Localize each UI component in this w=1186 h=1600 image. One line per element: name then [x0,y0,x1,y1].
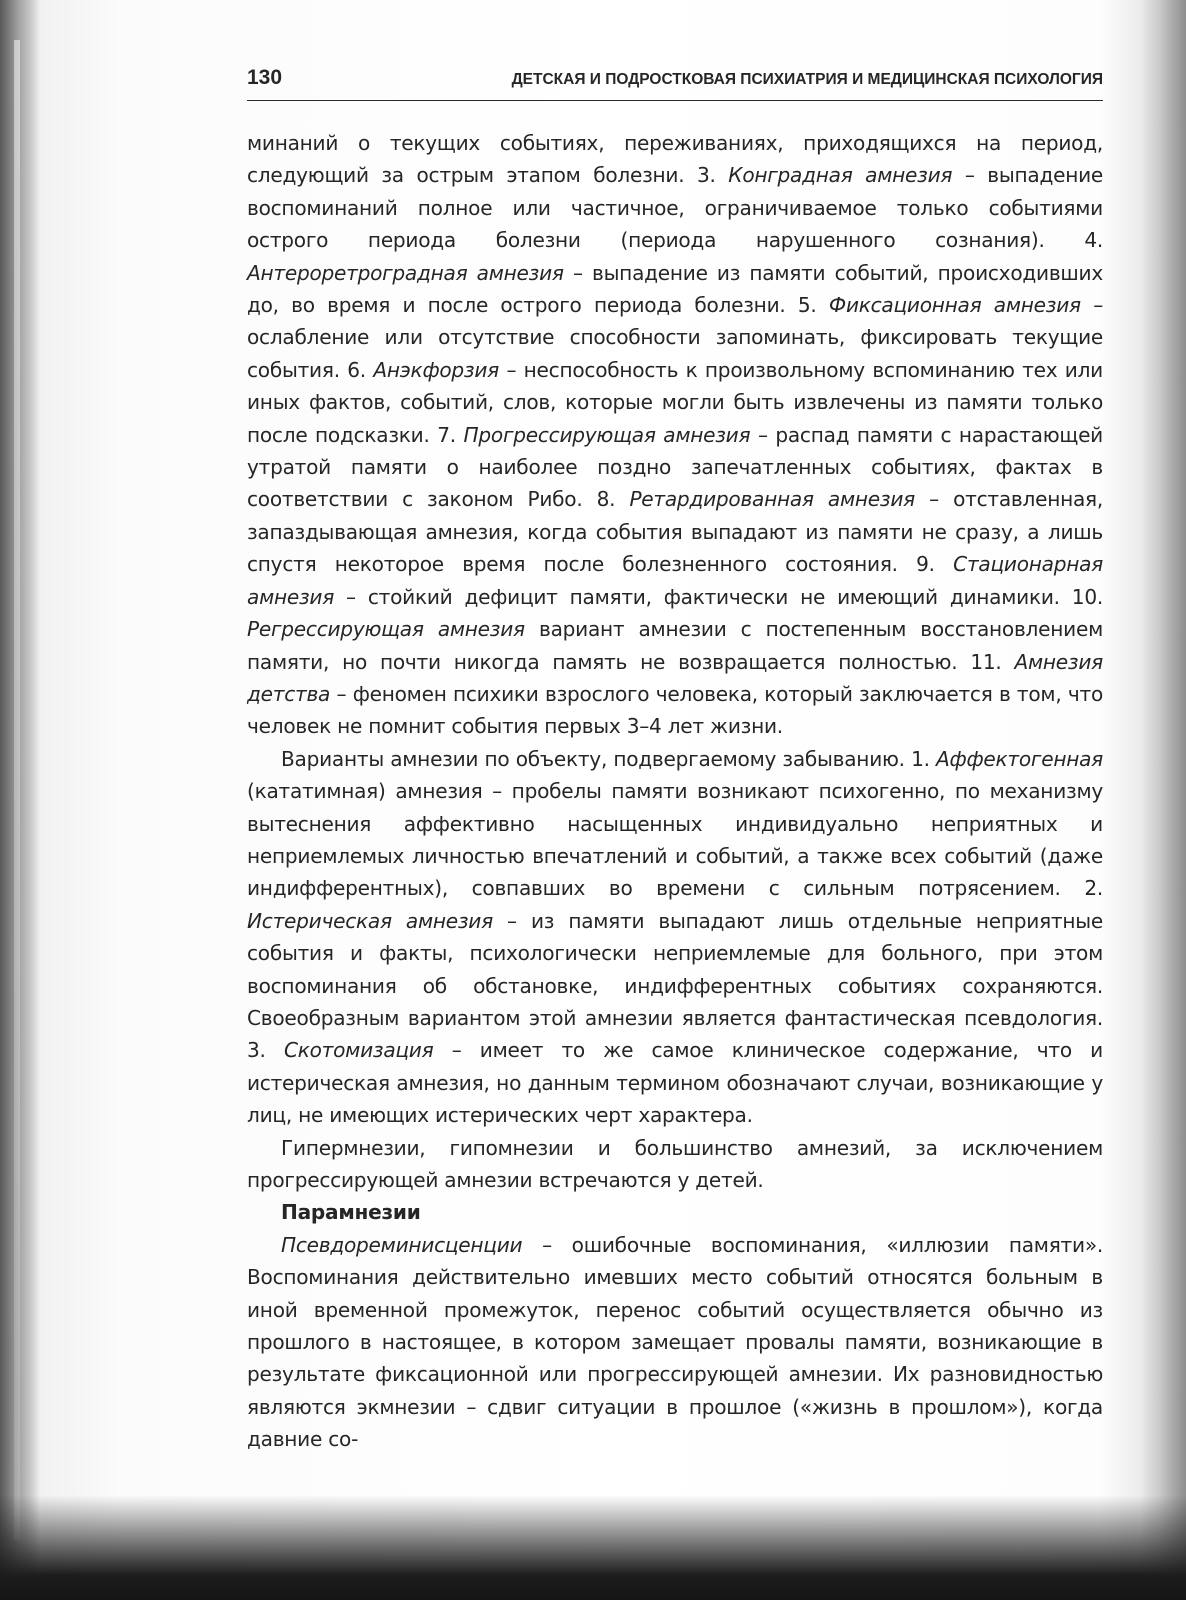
text-run: Варианты амнезии по объекту, подвергаемому забыванию. 1. [281,746,937,771]
paragraph-object-variants [247,743,1103,1132]
term-fixation-amnesia: Фиксационная амнезия [828,293,1081,318]
text-run: вариант амнезии с постепенным восстановлением памяти, но почти никогда память не возвращается полностью. 11. [247,617,1103,674]
right-edge-shadow [1140,0,1186,1600]
term-scotomization: Скотомизация [283,1038,434,1063]
term-anecphoria: Анэкфорзия [373,357,499,382]
text-run: – феномен психики взрослого человека, который заключается в том, что человек не помнит события первых 3–4 лет жизни. [247,681,1103,739]
subheading-paramnesia: Парамнезии [281,1200,421,1225]
term-anteroretrograde-amnesia: Антероретроградная амнезия [247,260,564,285]
paragraph-pseudoreminiscence [247,1229,1103,1456]
text-run: – ошибочные воспоминания, «иллюзии памяти». Воспоминания действительно имевших место событий относятся больным в иной временной промежуток, перенос событий осуществляется обычно из прошлого в настоящее, в котором замещает провалы памяти, возникающие в результате фиксационной или прогрессирующей амнезии. Их разновидностью являются экмнезии – сдвиг ситуации в прошлое («жизнь в прошлом»), когда давние со- [247,1232,1103,1452]
term-progressive-amnesia: Прогрессирующая амнезия [463,422,751,447]
term-affectogenic: Аффектогенная [936,746,1103,771]
text-run: – отставленная, запаздывающая амнезия, когда события выпадают из памяти не сразу, а лишь спустя некоторое время после болезненного состояния. 9. [247,487,1104,577]
text-run: – выпадение из памяти событий, происходивших до, во время и после острого периода болезни. 5. [247,260,1103,318]
paragraph-amnesia-types [247,127,1103,743]
text-run: (кататимная) амнезия – пробелы памяти возникают психогенно, по механизму вытеснения аффективно насыщенных индивидуально неприятных и неприемлемых личностью впечатлений и событий, а также всех событий (даже индифферентных), совпавших во времени с сильным потрясением. 2. [247,779,1103,901]
text-run: – из памяти выпадают лишь отдельные неприятные события и факты, психологически неприемлемые для больного, при этом воспоминания об обстановке, индифферентных событиях сохраняются. Своеобразным вариантом этой амнезии является фантастическая псевдология. 3. [247,908,1103,1063]
text-run: – ослабление или отсутствие способности запоминать, фиксировать текущие события. 6. [247,293,1104,382]
text-run: – распад памяти с нарастающей утратой памяти о наиболее поздно запечатленных событиях, фактах в соответствии с законом Рибо. 8. [247,422,1103,512]
body-text [247,127,1103,1456]
page-content [247,66,1103,1456]
text-run: – имеет то же самое клиническое содержание, что и истерическая амнезия, но данным термином обозначают случаи, возникающие у лиц, не имеющих истерических черт характера. [247,1038,1103,1128]
term-stationary-amnesia: Стационарная амнезия [247,552,1103,609]
term-retarded-amnesia: Ретардированная амнезия [629,487,915,512]
page-number: 130 [247,66,283,89]
paragraph-children: Гипермнезии, гипомнезии и большинство амнезий, за исключением прогрессирующей амнезии встречаются у детей. [247,1135,1103,1192]
running-title: ДЕТСКАЯ И ПОДРОСТКОВАЯ ПСИХИАТРИЯ И МЕДИЦИНСКАЯ ПСИХОЛОГИЯ [511,71,1103,88]
text-run: минаний о текущих событиях, переживаниях, приходящихся на период, следующий за острым этапом болезни. 3. [247,131,1103,188]
text-run: – неспособность к произвольному вспоминанию тех или иных фактов, событий, слов, которые могли быть извлечены из памяти только после подсказки. 7. [247,357,1103,447]
bottom-edge-shadow [0,1495,1186,1600]
book-spine-shadow [0,0,40,1600]
term-childhood-amnesia: Амнезия детства [247,649,1103,706]
term-hysterical-amnesia: Истерическая амнезия [247,908,493,933]
spine-highlight [14,40,20,1540]
term-pseudoreminiscence: Псевдореминисценции [281,1232,523,1257]
term-regressive-amnesia: Регрессирующая амнезия [247,617,525,642]
text-run: – выпадение воспоминаний полное или частичное, ограничиваемое только событиями острого периода болезни (периода нарушенного сознания). 4. [247,163,1104,253]
text-run: – стойкий дефицит памяти, фактически не имеющий динамики. 10. [334,584,1103,609]
term-congrade-amnesia: Конградная амнезия [728,163,953,188]
running-header [247,66,1103,101]
